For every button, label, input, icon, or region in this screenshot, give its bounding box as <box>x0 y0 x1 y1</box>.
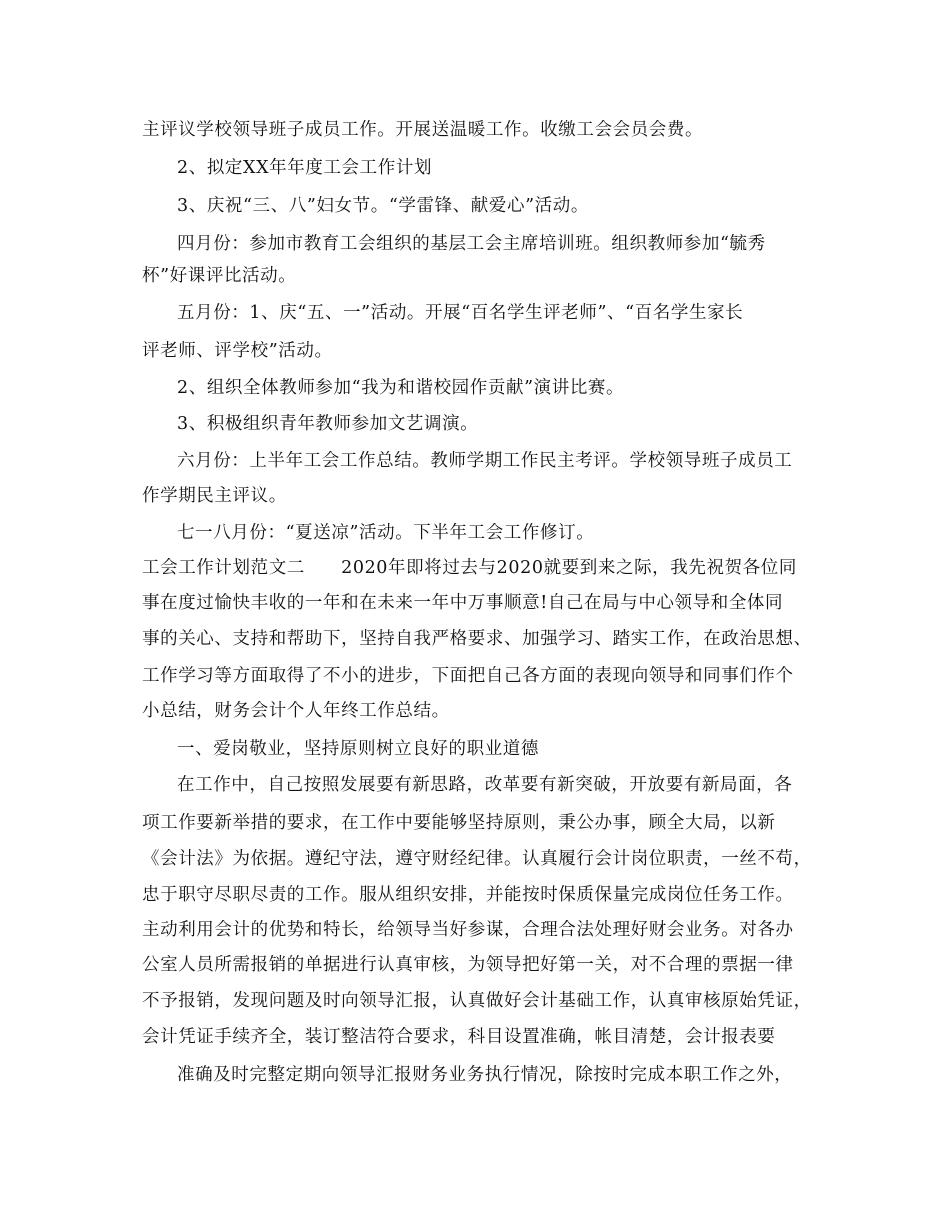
text-line: 主评议学校领导班子成员工作。开展送温暖工作。收缴工会会员会费。 <box>142 120 704 140</box>
text-line: 事在度过愉快丰收的一年和在未来一年中万事顺意!自己在局与中心领导和全体同 <box>142 593 784 613</box>
text-line: 评老师、评学校”活动。 <box>142 341 333 361</box>
text-line: 3、庆祝“三、八”妇女节。“学雷锋、献爱心”活动。 <box>177 196 589 216</box>
text-line: 主动利用会计的优势和特长，给领导当好参谋，合理合法处理好财会业务。对各办 <box>142 920 794 940</box>
text-line: 准确及时完整定期向领导汇报财务业务执行情况，除按时完成本职工作之外， <box>177 1065 793 1085</box>
text-line: 六月份：上半年工会工作总结。教师学期工作民主考评。学校领导班子成员工 <box>177 451 793 471</box>
text-line: 事的关心、支持和帮助下，坚持自我严格要求、加强学习、踏实工作，在政治思想、 <box>142 629 812 649</box>
text-line: 作学期民主评议。 <box>142 486 287 506</box>
text-line: 忠于职守尽职尽责的工作。服从组织安排，并能按时保质保量完成岗位任务工作。 <box>142 885 794 905</box>
text-line: 《会计法》为依据。遵纪守法，遵守财经纪律。认真履行会计岗位职责，一丝不苟， <box>142 849 812 869</box>
section-heading: 一、爱岗敬业，坚持原则树立良好的职业道德 <box>177 739 539 759</box>
text-line: 3、积极组织青年教师参加文艺调演。 <box>177 414 479 434</box>
text-line: 2、拟定XX年年度工会工作计划 <box>177 158 433 178</box>
text-line: 四月份：参加市教育工会组织的基层工会主席培训班。组织教师参加“毓秀 <box>177 234 766 254</box>
text-line: 会计凭证手续齐全，装订整洁符合要求，科目设置准确，帐目清楚，会计报表要 <box>142 1027 776 1047</box>
text-line: 在工作中，自己按照发展要有新思路，改革要有新突破，开放要有新局面，各 <box>177 775 793 795</box>
text-line: 项工作要新举措的要求，在工作中要能够坚持原则，秉公办事，顾全大局，以新 <box>142 813 776 833</box>
text-line: 2、组织全体教师参加“我为和谐校园作贡献”演讲比赛。 <box>177 378 625 398</box>
text-line: 工会工作计划范文二 2020年即将过去与2020就要到来之际，我先祝贺各位同 <box>142 558 797 578</box>
text-line: 工作学习等方面取得了不小的进步，下面把自己各方面的表现向领导和同事们作个 <box>142 666 794 686</box>
text-line: 小总结，财务会计个人年终工作总结。 <box>142 701 450 721</box>
text-line: 杯”好课评比活动。 <box>142 266 297 286</box>
text-line: 五月份：1、庆“五、一”活动。开展“百名学生评老师”、“百名学生家长 <box>177 303 744 323</box>
text-line: 七一八月份：“夏送凉”活动。下半年工会工作修订。 <box>177 523 595 543</box>
text-line: 不予报销，发现问题及时向领导汇报，认真做好会计基础工作，认真审核原始凭证， <box>142 991 812 1011</box>
text-line: 公室人员所需报销的单据进行认真审核，为领导把好第一关，对不合理的票据一律 <box>142 955 794 975</box>
